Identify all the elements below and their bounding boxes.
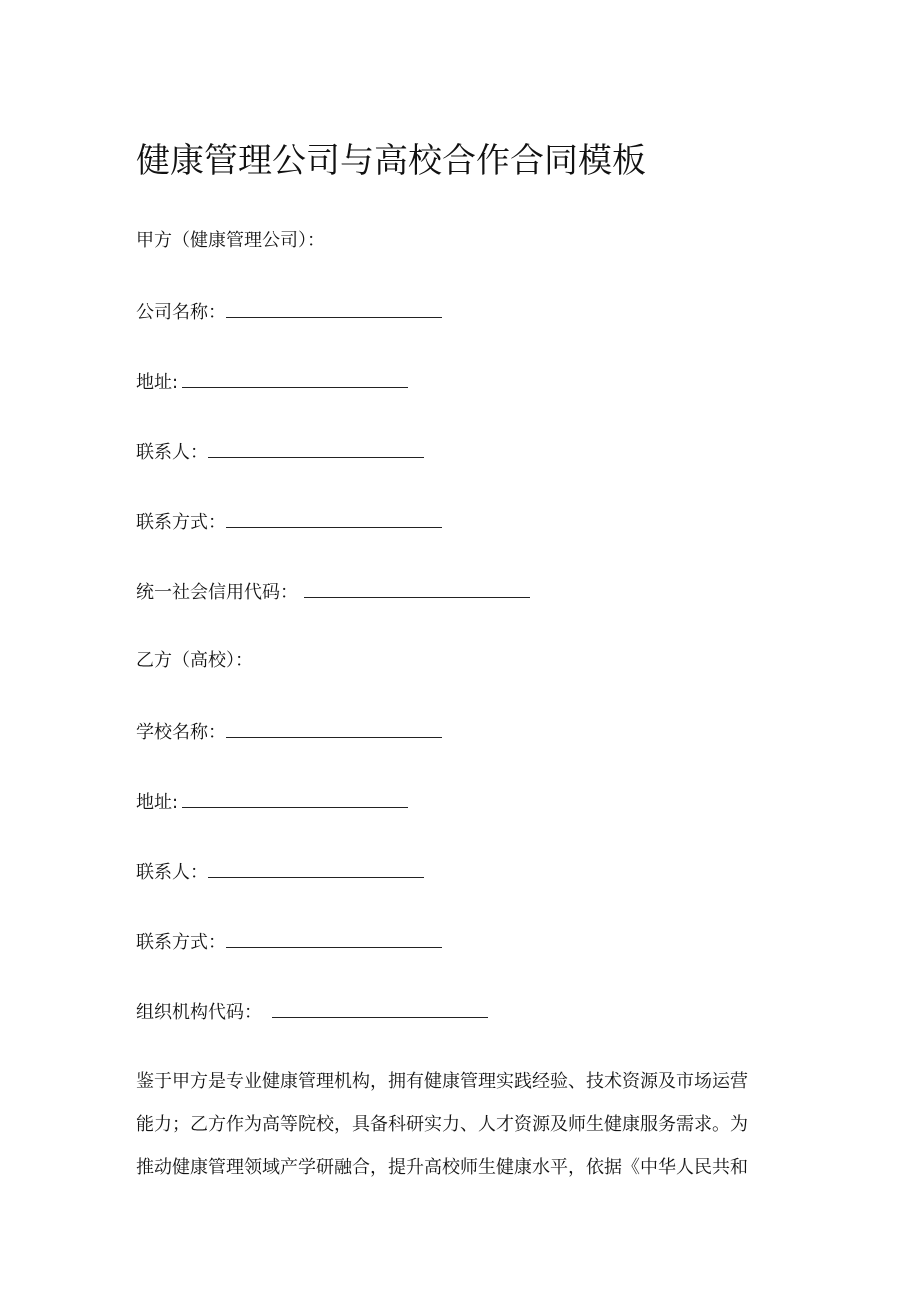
party-a-address-label: 地址: xyxy=(136,372,179,393)
party-b-address-label: 地址: xyxy=(136,792,179,813)
party-b-org-code-row xyxy=(136,999,488,1025)
party-a-address-blank[interactable] xyxy=(182,369,408,388)
party-b-contact-row xyxy=(136,859,424,885)
school-name-blank[interactable] xyxy=(226,719,442,738)
party-b-address-row xyxy=(136,789,408,815)
credit-code-blank[interactable] xyxy=(304,579,530,598)
preamble-paragraph xyxy=(136,1060,776,1189)
party-a-contact-method-row xyxy=(136,509,442,535)
preamble-line: 鉴于甲方是专业健康管理机构，拥有健康管理实践经验、技术资源及市场运营 xyxy=(136,1071,748,1092)
credit-code-label: 统一社会信用代码： xyxy=(136,582,298,603)
party-b-contact-method-row xyxy=(136,929,442,955)
preamble-line: 能力；乙方作为高等院校，具备科研实力、人才资源及师生健康服务需求。为 xyxy=(136,1114,748,1135)
document-title: 健康管理公司与高校合作合同模板 xyxy=(136,141,646,181)
preamble-line: 推动健康管理领域产学研融合，提升高校师生健康水平，依据《中华人民共和 xyxy=(136,1157,748,1178)
party-a-company-name-row xyxy=(136,299,442,325)
party-b-contact-label: 联系人： xyxy=(136,862,208,883)
party-b-school-name-row xyxy=(136,719,442,745)
party-b-heading-text: 乙方（高校）： xyxy=(136,650,253,671)
party-b-contact-method-blank[interactable] xyxy=(226,929,442,948)
party-a-address-row xyxy=(136,369,408,395)
party-b-contact-blank[interactable] xyxy=(208,859,424,878)
company-name-label: 公司名称： xyxy=(136,302,226,323)
party-a-heading-text: 甲方（健康管理公司）： xyxy=(136,230,325,251)
party-b-contact-method-label: 联系方式： xyxy=(136,932,226,953)
party-a-contact-label: 联系人： xyxy=(136,442,208,463)
org-code-label: 组织机构代码： xyxy=(136,1002,262,1023)
party-b-address-blank[interactable] xyxy=(182,789,408,808)
party-a-heading xyxy=(136,229,325,253)
company-name-blank[interactable] xyxy=(226,299,442,318)
party-a-contact-row xyxy=(136,439,424,465)
org-code-blank[interactable] xyxy=(272,999,488,1018)
party-b-heading xyxy=(136,649,253,673)
party-a-contact-blank[interactable] xyxy=(208,439,424,458)
party-a-contact-method-label: 联系方式： xyxy=(136,512,226,533)
school-name-label: 学校名称： xyxy=(136,722,226,743)
party-a-credit-code-row xyxy=(136,579,530,605)
party-a-contact-method-blank[interactable] xyxy=(226,509,442,528)
